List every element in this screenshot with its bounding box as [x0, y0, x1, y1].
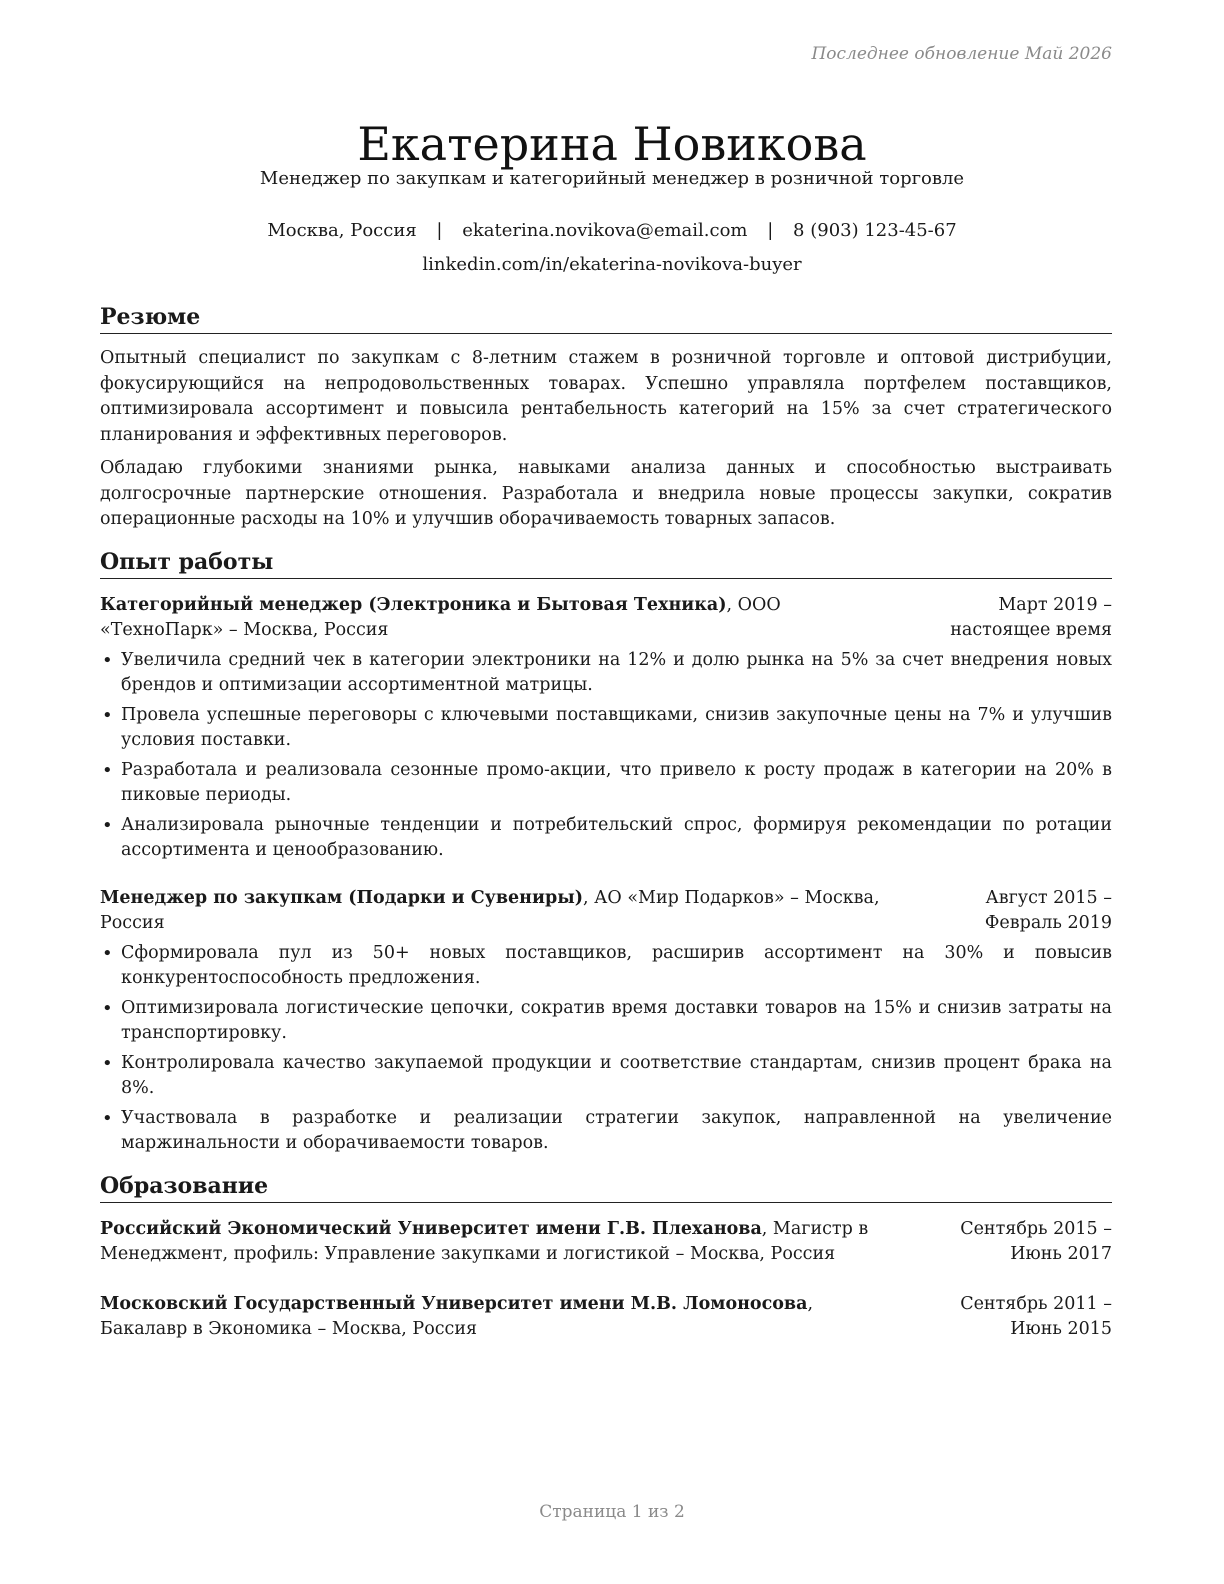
job-header	[100, 593, 1112, 644]
school-name: Российский Экономический Университет имени Г.В. Плеханова	[100, 1218, 762, 1239]
email-link[interactable]: ekaterina.novikova@email.com	[462, 220, 748, 241]
last-updated: Последнее обновление Май 2026	[811, 44, 1112, 64]
education-dates: Сентябрь 2015 – Июнь 2017	[960, 1218, 1112, 1264]
list-item: • Увеличила средний чек в категории электроники на 12% и долю рынка на 5% за счет внедрения новых брендов и оптимизации ассортиментной матрицы.	[100, 648, 1112, 699]
contact-line	[0, 220, 1224, 241]
summary-paragraph: Обладаю глубокими знаниями рынка, навыками анализа данных и способностью выстраивать долгосрочные партнерские отношения. Разработала и внедрила новые процессы закупки, сократив операционные расходы на 10% и улучшив оборачиваемость товарных запасов.	[100, 458, 1112, 529]
separator: |	[436, 220, 443, 241]
separator: |	[767, 220, 774, 241]
job-dates: Август 2015 – Февраль 2019	[984, 887, 1112, 933]
resume-body	[100, 302, 1112, 1343]
page-number: Страница 1 из 2	[539, 1502, 685, 1522]
degree-detail: , Магистр в Менеджмент, профиль: Управление закупками и логистикой – Москва, Россия	[100, 1218, 869, 1264]
job-company: , АО «Мир Подарков» – Москва, Россия	[100, 887, 880, 933]
job-role: Категорийный менеджер (Электроника и Бытовая Техника)	[100, 594, 727, 615]
job-bullets	[100, 648, 1112, 864]
list-item: • Контролировала качество закупаемой продукции и соответствие стандартам, снизив процент брака на 8%.	[100, 1051, 1112, 1102]
list-item: • Оптимизировала логистические цепочки, сократив время доставки товаров на 15% и снизив затраты на транспортировку.	[100, 996, 1112, 1047]
list-item: • Разработала и реализовала сезонные промо-акции, что привело к росту продаж в категории на 20% в пиковые периоды.	[100, 758, 1112, 809]
list-item: • Сформировала пул из 50+ новых поставщиков, расширив ассортимент на 30% и повысив конкурентоспособность предложения.	[100, 941, 1112, 992]
section-title-experience: Опыт работы	[100, 547, 1112, 579]
education-section	[100, 1171, 1112, 1343]
list-item: • Провела успешные переговоры с ключевыми поставщиками, снизив закупочные цены на 7% и улучшив условия поставки.	[100, 703, 1112, 754]
job-company: , ООО «ТехноПарк» – Москва, Россия	[100, 594, 781, 640]
job-entry	[100, 886, 1112, 1157]
job-entry	[100, 593, 1112, 864]
summary-paragraph: Опытный специалист по закупкам с 8-летним стажем в розничной торговле и оптовой дистрибуции, фокусирующийся на непродовольственных товарах. Успешно управляла портфелем поставщиков, оптимизировала ассортимент и повысила рентабельность категорий на 15% за счет стратегического планирования и эффективных переговоров.	[100, 348, 1112, 445]
candidate-title: Менеджер по закупкам и категорийный менеджер в розничной торговле	[259, 168, 965, 189]
education-entry	[100, 1217, 1112, 1268]
candidate-name: Екатерина Новикова	[357, 116, 867, 171]
phone-number: 8 (903) 123-45-67	[793, 220, 957, 241]
job-role: Менеджер по закупкам (Подарки и Сувениры)	[100, 887, 584, 908]
section-title-summary: Резюме	[100, 302, 1112, 334]
job-header	[100, 886, 1112, 937]
degree-detail: , Бакалавр в Экономика – Москва, Россия	[100, 1293, 814, 1339]
list-item: • Участвовала в разработке и реализации стратегии закупок, направленной на увеличение маржинальности и оборачиваемости товаров.	[100, 1106, 1112, 1157]
location: Москва, Россия	[267, 220, 417, 241]
linkedin-link[interactable]: linkedin.com/in/ekaterina-novikova-buyer	[422, 254, 802, 275]
summary-section	[100, 302, 1112, 533]
school-name: Московский Государственный Университет имени М.В. Ломоносова	[100, 1293, 808, 1314]
list-item: • Анализировала рыночные тенденции и потребительский спрос, формируя рекомендации по ротации ассортимента и ценообразованию.	[100, 813, 1112, 864]
section-title-education: Образование	[100, 1171, 1112, 1203]
job-dates: Март 2019 – настоящее время	[950, 594, 1112, 640]
education-dates: Сентябрь 2011 – Июнь 2015	[960, 1293, 1112, 1339]
experience-section	[100, 547, 1112, 1157]
job-bullets	[100, 941, 1112, 1157]
education-entry	[100, 1292, 1112, 1343]
